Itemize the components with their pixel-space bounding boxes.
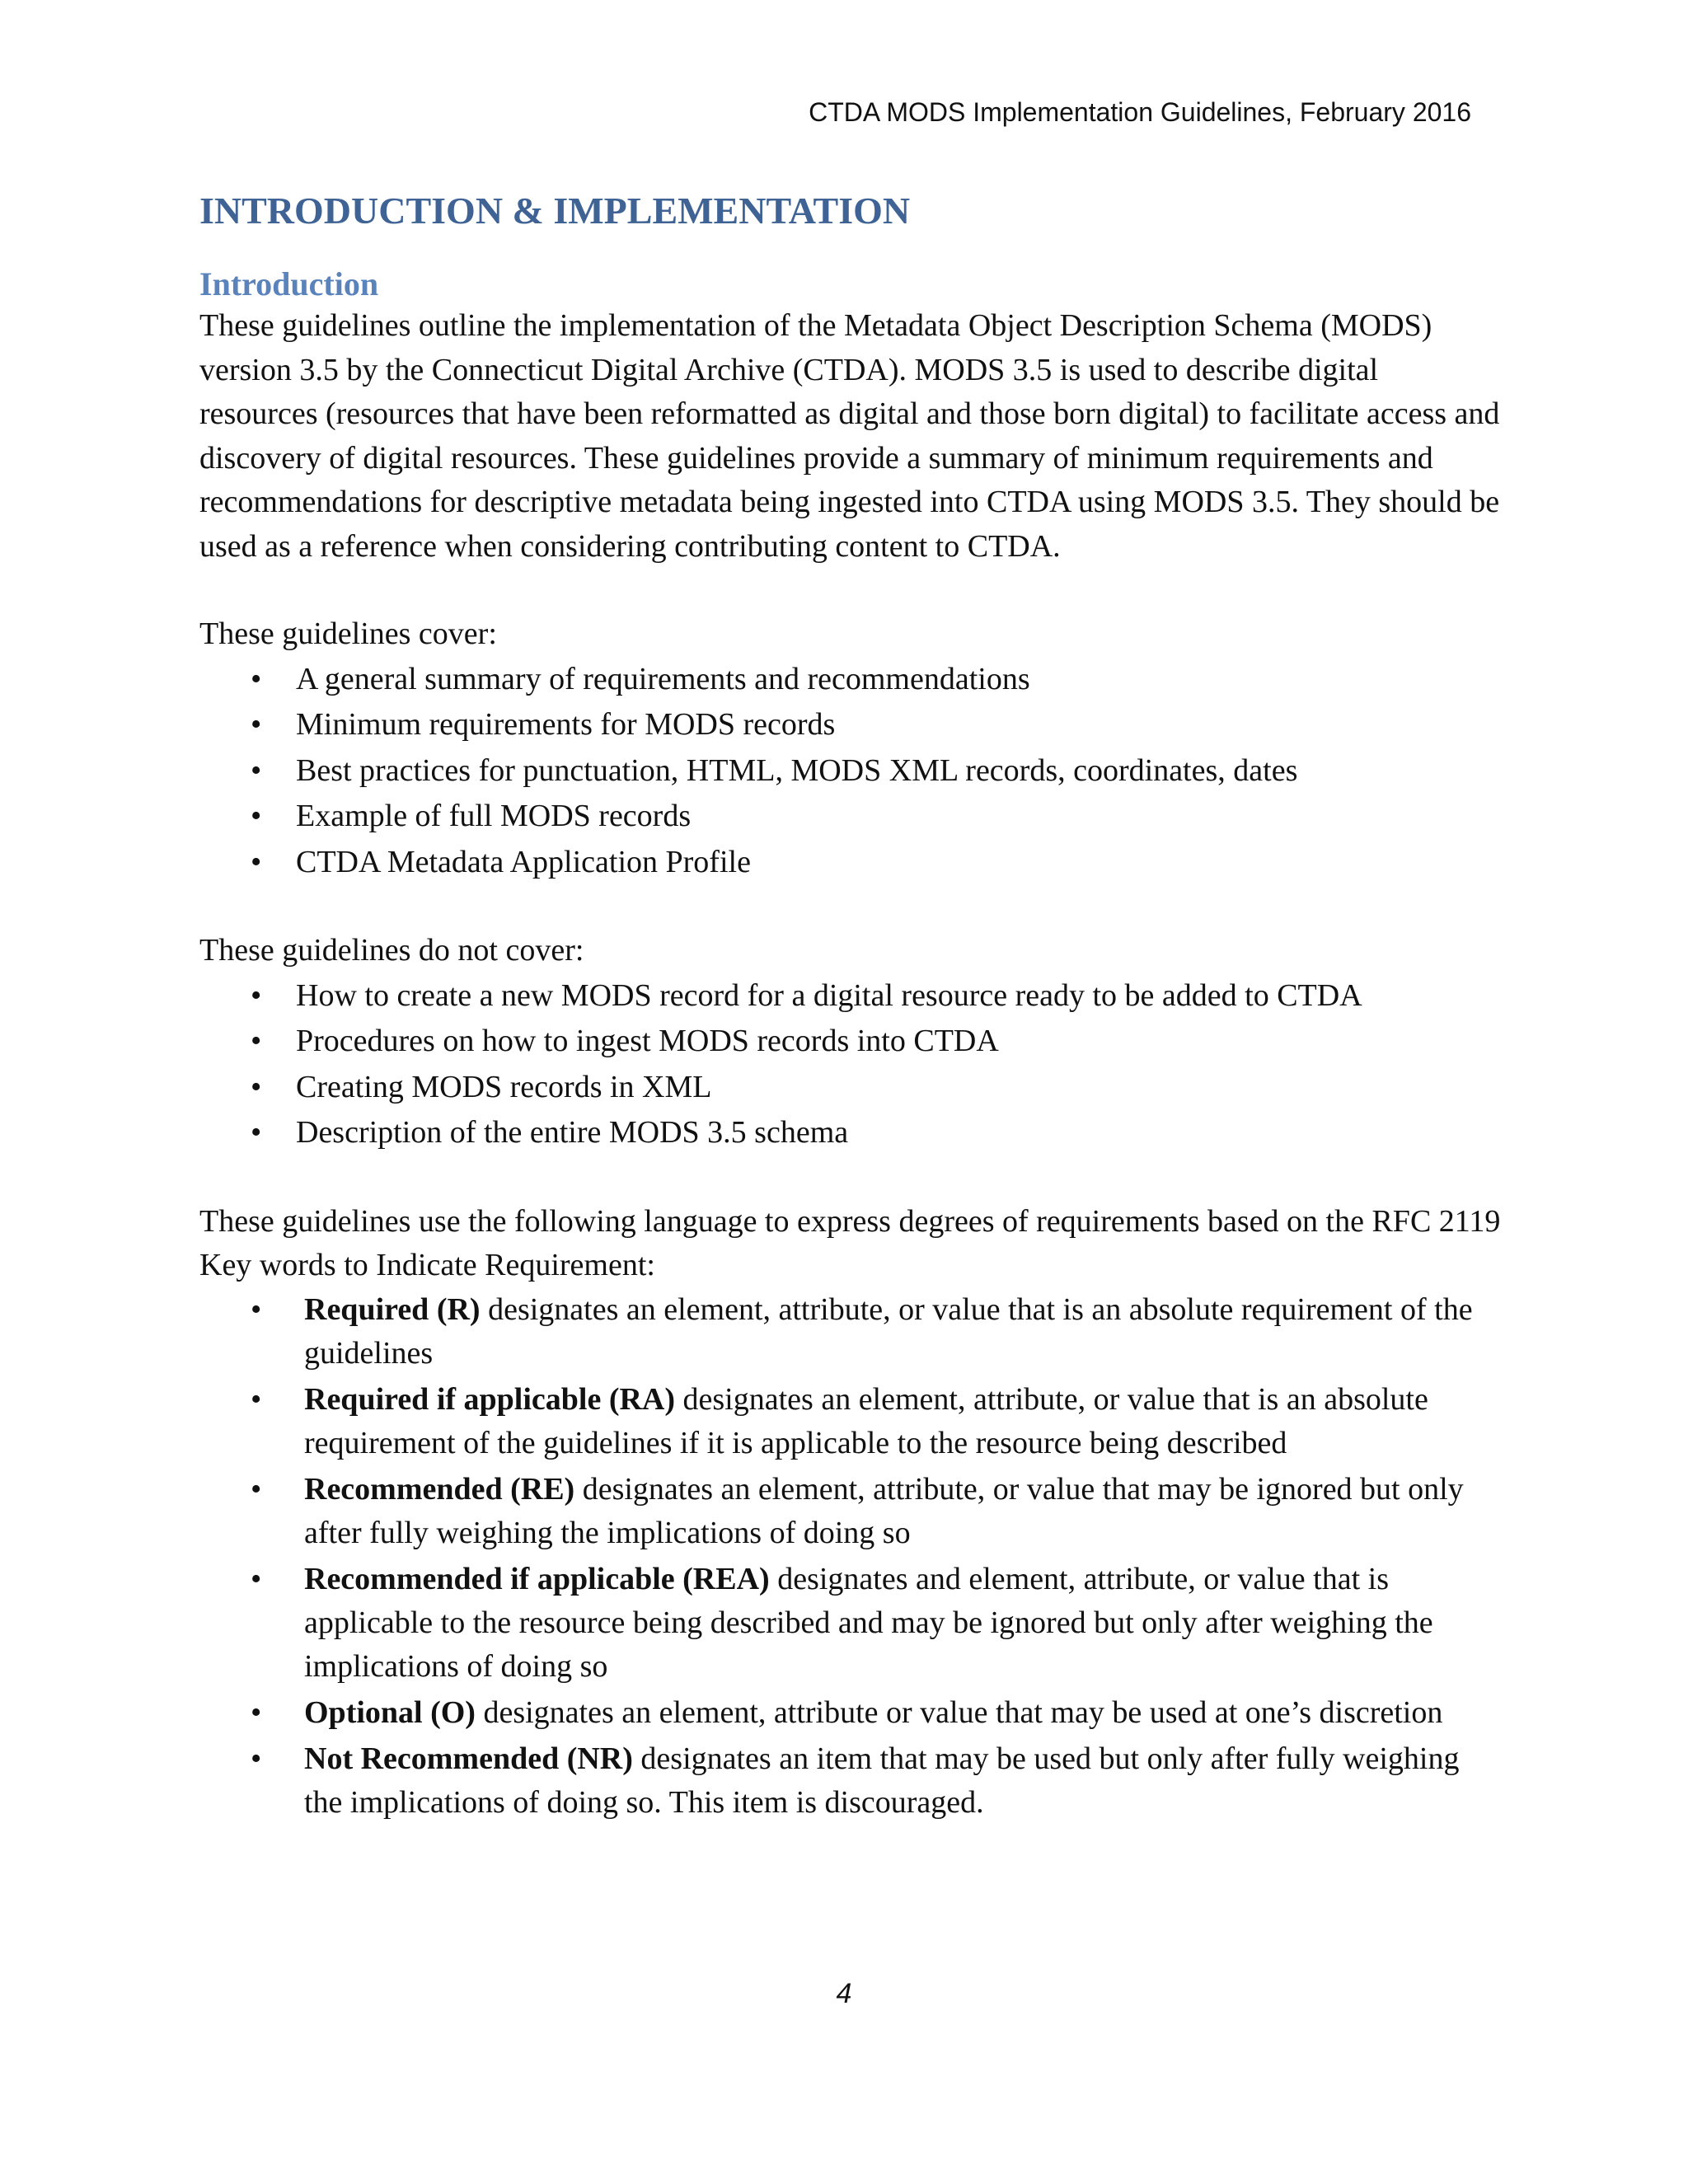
bullet-icon: • [251,1024,262,1059]
definition-text: designates an element, attribute or value that may be used at one’s discretion [475,1694,1443,1730]
list-item-text: Procedures on how to ingest MODS records into CTDA [296,1024,999,1059]
definition-term: Recommended if applicable (REA) [304,1561,770,1596]
definition-term: Optional (O) [304,1694,476,1730]
bullet-icon: • [251,1381,262,1417]
list-item [199,840,1502,886]
definition-item [199,1378,1502,1465]
definition-item [199,1558,1502,1689]
bullet-icon: • [251,707,262,743]
definition-term: Recommended (RE) [304,1471,575,1507]
list-item-text: Minimum requirements for MODS records [296,707,836,743]
bullet-icon: • [251,752,262,788]
bullet-icon: • [251,799,262,834]
list-item [199,657,1502,703]
definition-term: Not Recommended (NR) [304,1741,633,1776]
definition-item [199,1288,1502,1376]
bullet-icon: • [251,1291,262,1327]
subsection-title: Introduction [199,265,379,303]
list-item-text: Example of full MODS records [296,799,692,834]
list-item-text: CTDA Metadata Application Profile [296,844,751,879]
list-item [199,794,1502,840]
definition-text: designates an element, attribute, or value that may be ignored but only after fully weighing the implications of doing so [304,1471,1464,1550]
definition-item [199,1468,1502,1555]
list-item [199,748,1502,794]
definition-item [199,1737,1502,1825]
not-covers-list [199,973,1502,1156]
section-title: INTRODUCTION & IMPLEMENTATION [199,190,911,232]
definition-item [199,1691,1502,1735]
requirements-lead: These guidelines use the following language to express degrees of requirements based on the RFC 2119 Key words to Indicate Requirement: [199,1203,1501,1283]
page-content [199,188,1502,1827]
list-item-text: How to create a new MODS record for a digital resource ready to be added to CTDA [296,977,1362,1013]
definition-text: designates and element, attribute, or value that is applicable to the resource being described and may be ignored but only after weighing the implications of doing so [304,1561,1433,1684]
requirements-list [199,1288,1502,1825]
bullet-icon: • [251,1115,262,1151]
list-item [199,1019,1502,1065]
covers-list [199,657,1502,886]
covers-lead: These guidelines cover: [199,616,497,652]
definition-term: Required if applicable (RA) [304,1381,676,1417]
bullet-icon: • [251,844,262,879]
not-covers-lead: These guidelines do not cover: [199,933,584,968]
definition-text: designates an item that may be used but only after fully weighing the implications of doing so. This item is discouraged. [304,1741,1460,1820]
definition-term: Required (R) [304,1291,481,1327]
bullet-icon: • [251,1741,262,1776]
page-number: 4 [836,1978,852,2009]
list-item [199,1110,1502,1156]
intro-paragraph: These guidelines outline the implementation of the Metadata Object Description Schema (MODS) version 3.5 by the Connecticut Digital Archive (CTDA). MODS 3.5 is used to describe digital resources (resources that have been reformatted as digital and those born digital) to facilitate access and discovery of digital resources. These guidelines provide a summary of minimum requirements and recommendations for descriptive metadata being ingested into CTDA using MODS 3.5. They should be used as a reference when considering contributing content to CTDA. [199,308,1500,564]
running-header: CTDA MODS Implementation Guidelines, February 2016 [809,97,1471,127]
bullet-icon: • [251,1561,262,1596]
definition-text: designates an element, attribute, or value that is an absolute requirement of the guidelines if it is applicable to the resource being described [304,1381,1428,1460]
bullet-icon: • [251,1694,262,1730]
bullet-icon: • [251,661,262,696]
list-item [199,973,1502,1019]
bullet-icon: • [251,1471,262,1507]
list-item-text: Creating MODS records in XML [296,1069,712,1104]
bullet-icon: • [251,977,262,1013]
list-item-text: Best practices for punctuation, HTML, MODS XML records, coordinates, dates [296,752,1298,788]
definition-text: designates an element, attribute, or value that is an absolute requirement of the guidelines [304,1291,1473,1371]
list-item [199,1065,1502,1111]
list-item [199,702,1502,748]
bullet-icon: • [251,1069,262,1104]
list-item-text: A general summary of requirements and recommendations [296,661,1030,696]
list-item-text: Description of the entire MODS 3.5 schema [296,1115,849,1151]
